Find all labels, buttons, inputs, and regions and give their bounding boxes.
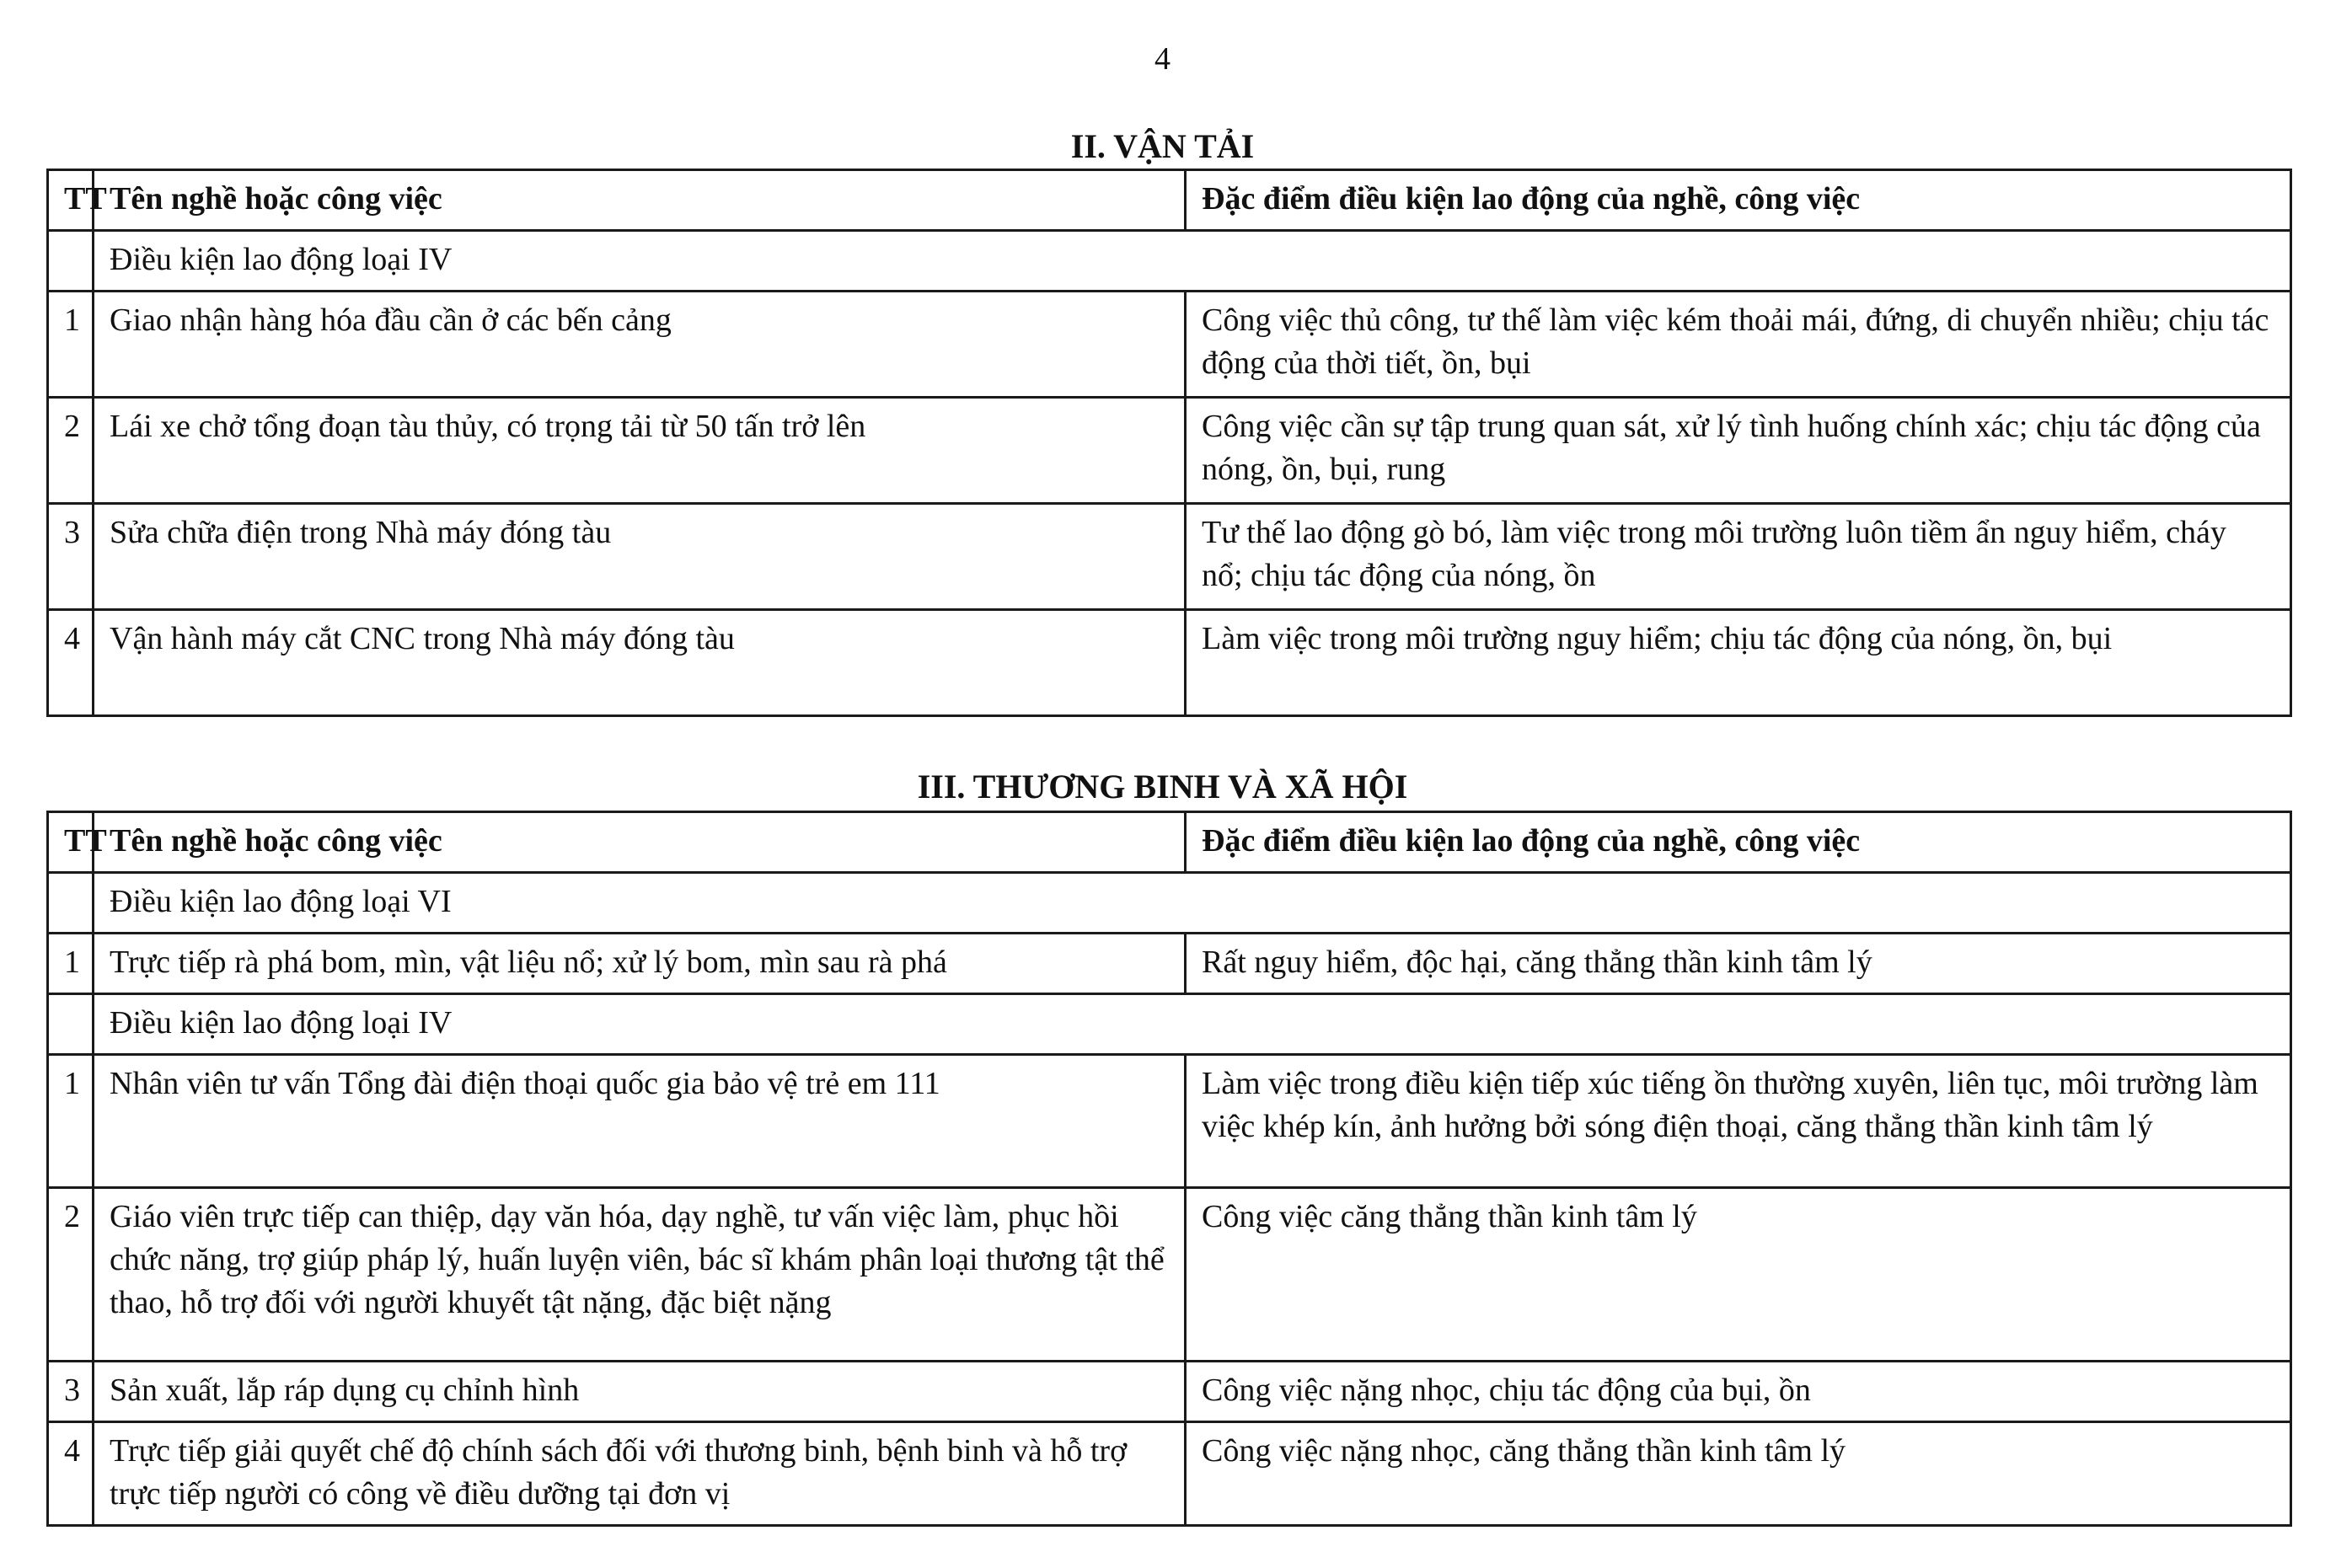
- job-conditions: Công việc cần sự tập trung quan sát, xử lý tình huống chính xác; chịu tác động của nóng, ồn, bụi, rung: [1186, 398, 2291, 504]
- job-name: Lái xe chở tổng đoạn tàu thủy, có trọng tải từ 50 tấn trở lên: [94, 398, 1186, 504]
- row-number: 4: [48, 1422, 94, 1526]
- table-row: [48, 292, 2291, 398]
- job-conditions: Làm việc trong môi trường nguy hiểm; chịu tác động của nóng, ồn, bụi: [1186, 610, 2291, 716]
- table-row: [48, 1055, 2291, 1188]
- job-conditions: Tư thế lao động gò bó, làm việc trong môi trường luôn tiềm ẩn nguy hiểm, cháy nổ; chịu tác động của nóng, ồn: [1186, 504, 2291, 610]
- group-label: Điều kiện lao động loại IV: [94, 994, 2291, 1055]
- column-header-name: Tên nghề hoặc công việc: [94, 812, 1186, 873]
- column-header-name: Tên nghề hoặc công việc: [94, 170, 1186, 231]
- job-conditions: Công việc nặng nhọc, chịu tác động của bụi, ồn: [1186, 1362, 2291, 1422]
- job-name: Sửa chữa điện trong Nhà máy đóng tàu: [94, 504, 1186, 610]
- table-header-row: [48, 170, 2291, 231]
- row-number: 3: [48, 1362, 94, 1422]
- table-row: [48, 1188, 2291, 1362]
- table-row: [48, 610, 2291, 716]
- job-name: Nhân viên tư vấn Tổng đài điện thoại quốc gia bảo vệ trẻ em 111: [94, 1055, 1186, 1188]
- job-conditions: Rất nguy hiểm, độc hại, căng thẳng thần kinh tâm lý: [1186, 934, 2291, 994]
- page-number: 4: [1154, 41, 1171, 77]
- job-name: Giáo viên trực tiếp can thiệp, dạy văn hóa, dạy nghề, tư vấn việc làm, phục hồi chức năng, trợ giúp pháp lý, huấn luyện viên, bác sĩ khám phân loại thương tật thể thao, hỗ trợ đối với người khuyết tật nặng, đặc biệt nặng: [94, 1188, 1186, 1362]
- table-row: [48, 398, 2291, 504]
- job-conditions: Công việc thủ công, tư thế làm việc kém thoải mái, đứng, di chuyển nhiều; chịu tác động của thời tiết, ồn, bụi: [1186, 292, 2291, 398]
- section-title-thuong-binh-xa-hoi: III. THƯƠNG BINH VÀ XÃ HỘI: [917, 768, 1408, 805]
- table-row: [48, 1362, 2291, 1422]
- table-van-tai: [46, 169, 2292, 717]
- table-row: [48, 934, 2291, 994]
- row-number: 2: [48, 398, 94, 504]
- row-number: 1: [48, 934, 94, 994]
- row-number: 1: [48, 292, 94, 398]
- column-header-tt: TT: [48, 812, 94, 873]
- job-name: Giao nhận hàng hóa đầu cần ở các bến cảng: [94, 292, 1186, 398]
- row-number: 4: [48, 610, 94, 716]
- job-conditions: Công việc nặng nhọc, căng thẳng thần kinh tâm lý: [1186, 1422, 2291, 1526]
- group-label: Điều kiện lao động loại IV: [94, 231, 2291, 292]
- table-row: [48, 504, 2291, 610]
- group-row: [48, 994, 2291, 1055]
- column-header-conditions: Đặc điểm điều kiện lao động của nghề, công việc: [1186, 170, 2291, 231]
- table-row: [48, 1422, 2291, 1526]
- group-label: Điều kiện lao động loại VI: [94, 873, 2291, 934]
- group-row: [48, 873, 2291, 934]
- job-name: Trực tiếp rà phá bom, mìn, vật liệu nổ; xử lý bom, mìn sau rà phá: [94, 934, 1186, 994]
- job-name: Vận hành máy cắt CNC trong Nhà máy đóng tàu: [94, 610, 1186, 716]
- row-number: 1: [48, 1055, 94, 1188]
- row-number: 3: [48, 504, 94, 610]
- row-number: 2: [48, 1188, 94, 1362]
- table-thuong-binh-xa-hoi: [46, 811, 2292, 1527]
- column-header-tt: TT: [48, 170, 94, 231]
- job-name: Sản xuất, lắp ráp dụng cụ chỉnh hình: [94, 1362, 1186, 1422]
- job-conditions: Làm việc trong điều kiện tiếp xúc tiếng ồn thường xuyên, liên tục, môi trường làm việc khép kín, ảnh hưởng bởi sóng điện thoại, căng thẳng thần kinh tâm lý: [1186, 1055, 2291, 1188]
- section-title-van-tai: II. VẬN TẢI: [1070, 127, 1255, 165]
- table-header-row: [48, 812, 2291, 873]
- group-row: [48, 231, 2291, 292]
- column-header-conditions: Đặc điểm điều kiện lao động của nghề, công việc: [1186, 812, 2291, 873]
- job-conditions: Công việc căng thẳng thần kinh tâm lý: [1186, 1188, 2291, 1362]
- job-name: Trực tiếp giải quyết chế độ chính sách đối với thương binh, bệnh binh và hỗ trợ trực tiếp người có công về điều dưỡng tại đơn vị: [94, 1422, 1186, 1526]
